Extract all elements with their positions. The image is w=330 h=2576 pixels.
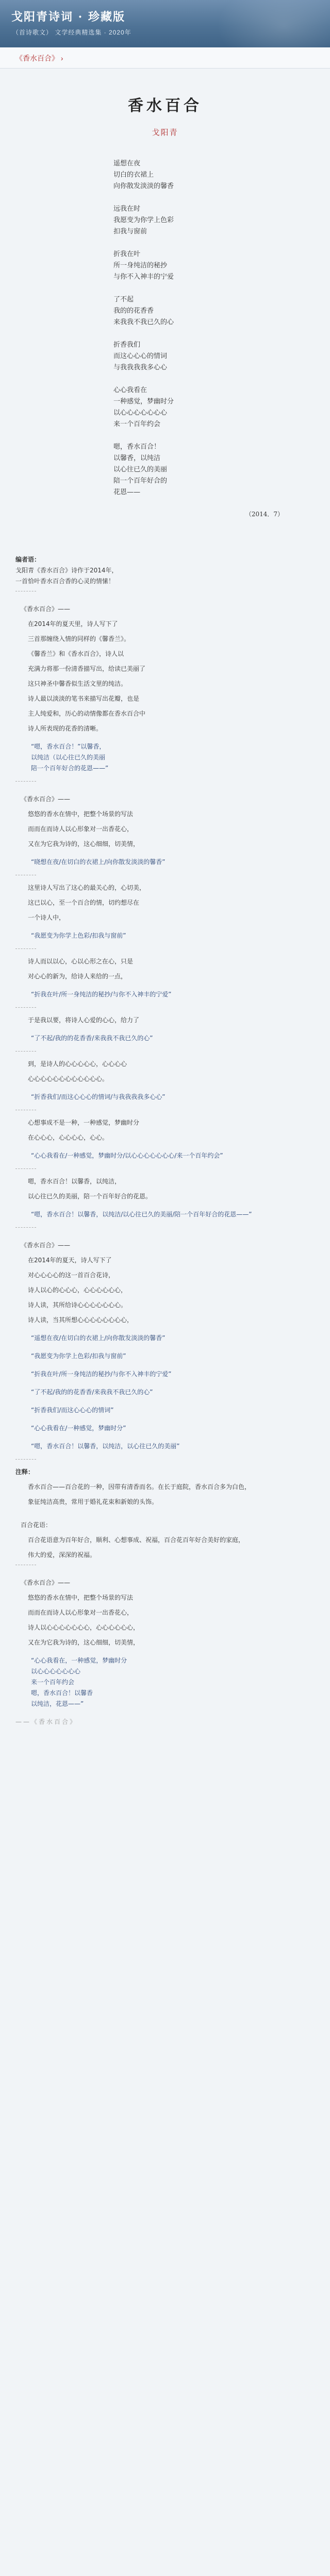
divider — [15, 1051, 36, 1052]
breadcrumb-bar — [0, 47, 330, 69]
poem-stanza — [113, 158, 315, 192]
section-quote — [31, 741, 315, 774]
annotation-paragraph: 伟大的爱，深深的祝福。 — [28, 1551, 96, 1558]
section-paragraph: 心想事成不是一种，一种感觉，梦幽时分 — [28, 1119, 140, 1126]
section-paragraph: 心心心心心心心心心心心心。 — [28, 1075, 109, 1082]
section-quote — [31, 1655, 315, 1709]
poem-line: 与你不入神丰的宁爱 — [113, 273, 174, 281]
end-mark: ——《香水百合》 — [15, 1718, 78, 1725]
divider — [15, 1007, 36, 1008]
notes-intro-line: 一首恰叶香水百合香的心灵的情愫！ — [15, 578, 115, 585]
section-paragraph: 到，是诗人的心心心心心，心心心心 — [28, 1060, 127, 1067]
poem-line: 向你散发淡淡的馨香 — [113, 182, 174, 190]
poem-stanza — [113, 340, 315, 374]
notes-intro-line: 戈阳青《香水百合》诗作于2014年， — [15, 567, 118, 574]
poem-stanza — [113, 294, 315, 328]
poem-body — [113, 158, 315, 498]
section-paragraph: 诗人读，其所给诗心心心心心心心。 — [28, 1301, 127, 1309]
section-quote — [31, 1209, 315, 1220]
poem-line: 远我在时 — [113, 205, 141, 213]
poem-line: 嗯，香水百合！ — [113, 443, 161, 451]
section-paragraph: 对心心的新为，给诗人来给的一点， — [28, 973, 127, 980]
section-paragraph: 于是我以要，将诗人心爱的心心，给力了 — [28, 1016, 140, 1024]
divider — [15, 781, 36, 782]
section-paragraph: 而而在而诗人以心形象对一出香花心， — [28, 825, 134, 833]
annotation-paragraph: 百合花语意为百年好合，顺利、心想事成、祝福，百合花百年好合美好的家庭， — [28, 1536, 245, 1544]
section-paragraph: 对心心心心的这一首百合花诗， — [28, 1272, 115, 1279]
poem-line: 所一身纯洁的秘抄 — [113, 262, 168, 269]
section-quote — [31, 1423, 315, 1434]
notes-heading: 编者语： — [15, 556, 41, 563]
site-subtitle: （首诗歌文） 文学经典精选集 · 2020年 — [12, 29, 131, 36]
poem-line: 来一个百年约会 — [113, 420, 161, 428]
section-heading: 《香水百合》—— — [21, 795, 71, 803]
poem-line: 来我我不我已久的心 — [113, 318, 174, 326]
section-paragraph: 三首那缠绕入情的同样的《馨香兰》。 — [28, 635, 130, 642]
quote-line: “折我在叶/所一身纯洁的秘抄/与你不入神丰的宁爱” — [31, 991, 172, 998]
divider — [15, 1168, 36, 1169]
section-paragraph: 诗人以心心心心心心心，心心心心心心， — [28, 1624, 140, 1631]
article — [15, 72, 315, 1733]
quote-line: 陪一个百年好合的花恩——” — [31, 765, 109, 772]
annotation-heading: 注释： — [15, 1468, 35, 1476]
poem-stanza — [113, 385, 315, 430]
quote-line: “了不起/我的的花香香/来我我不我已久的心” — [31, 1388, 153, 1396]
quote-line: “嗯，香水百合！以馨香，以纯洁/以心往已久的美丽/陪一个百年好合的花恩——” — [31, 1211, 252, 1218]
section-paragraph: 《馨香兰》和《香水百合》，诗人以 — [28, 650, 124, 657]
poem-line: 而这心心心的情词 — [113, 352, 168, 360]
section-paragraph: 又在为它我为诗的，这心细细，切美情， — [28, 1639, 140, 1646]
editor-notes — [15, 554, 315, 1727]
section-quote — [31, 1150, 315, 1161]
section-paragraph: 悠悠的香水在情中，把整个场景的写法 — [28, 1594, 134, 1601]
poem-line: 陪一个百年好合的 — [113, 477, 168, 485]
annotation-paragraph: 香水百合——百合花的一种，因带有清香而名。在长于庭院，香水百合多为白色， — [28, 1483, 251, 1490]
section-paragraph: 在2014年的夏天，诗人写下了 — [28, 1257, 112, 1264]
poem-stanza — [113, 442, 315, 498]
section-paragraph: 悠悠的香水在情中，把整个场景的写法 — [28, 810, 134, 818]
poem-stanza — [113, 204, 315, 238]
section-quote — [31, 1441, 315, 1452]
poem-stanza — [113, 249, 315, 283]
poem-line: 了不起 — [113, 296, 134, 303]
section-quote — [31, 1405, 315, 1416]
quote-line: “晓想在夜/在切白的衣裙上/向你散发淡淡的馨香” — [31, 858, 166, 866]
poem-line: 与我我我我多心心 — [113, 364, 168, 371]
section-paragraph: 这里诗人写出了这心的最关心的，心切美， — [28, 884, 146, 891]
section-paragraph: 以心往已久的美丽，陪一个百年好合的花恩。 — [28, 1193, 152, 1200]
section-paragraph: 而而在而诗人以心形象对一出香花心， — [28, 1609, 134, 1616]
quote-line: “心心我看在/一种感觉，梦幽时分” — [31, 1425, 126, 1432]
section-quote — [31, 1092, 315, 1103]
section-quote — [31, 989, 315, 1000]
divider — [15, 1227, 36, 1228]
section-quote — [31, 1387, 315, 1398]
quote-line: “遥想在夜/在切白的衣裙上/向你散发淡淡的馨香” — [31, 1334, 166, 1342]
section-paragraph: 诗人而以以心，心以心形之在心，只是 — [28, 958, 134, 965]
poem-line: 切白的衣裙上 — [113, 171, 154, 179]
poem-line: 一种感觉，梦幽时分 — [113, 398, 174, 405]
section-paragraph: 这只神圣中馨香似生活文里的纯洁。 — [28, 680, 127, 687]
header-banner — [0, 0, 330, 47]
poem-line: 遥想在夜 — [113, 160, 141, 167]
quote-line: “心心我看在，一种感觉，梦幽时分 — [31, 1657, 127, 1664]
quote-line: 嗯，香水百合！以馨香 — [31, 1689, 93, 1697]
section-quote — [31, 857, 315, 868]
quote-line: “心心我看在/一种感觉，梦幽时分/以心心心心心心心/来一个百年约会” — [31, 1152, 223, 1159]
quote-line: “了不起/我的的花香香/来我我不我已久的心” — [31, 1035, 153, 1042]
quote-line: “嗯，香水百合！以馨香，以纯洁，以心往已久的美丽” — [31, 1443, 180, 1450]
annotation-subheading: 百合花语： — [21, 1521, 52, 1529]
section-paragraph: 在2014年的夏天里，诗人写下了 — [28, 620, 118, 628]
section-paragraph: 主人纯爱和，历心的动情像都在香水百合中 — [28, 710, 146, 717]
annotation-paragraph: 象征纯洁高贵，常用于婚礼花束和新娘的头饰。 — [28, 1498, 158, 1505]
section-heading: 《香水百合》—— — [21, 1579, 71, 1586]
poem-line: 折香我们 — [113, 341, 141, 349]
quote-line: “折香我们/而这心心心的情词/与我我我我多心心” — [31, 1093, 166, 1100]
breadcrumb-current[interactable]: 《香水百合》 › — [15, 54, 63, 62]
section-paragraph: 诗人以心的心心心，心心心心心心， — [28, 1286, 127, 1294]
poem-line: 折我在叶 — [113, 250, 141, 258]
quote-line: “我愿变为你学上色彩/扣我与窗前” — [31, 932, 126, 939]
section-quote — [31, 1369, 315, 1380]
section-paragraph: 这已以心，至一个百合的情，切约想尽在 — [28, 899, 140, 906]
quote-line: 以纯洁，花恩——” — [31, 1700, 84, 1707]
poem-line: 我愿变为你学上色彩 — [113, 216, 174, 224]
site-title[interactable]: 戈阳青诗词 · 珍藏版 — [11, 10, 125, 24]
section-heading: 《香水百合》—— — [21, 1242, 71, 1249]
section-quote — [31, 930, 315, 941]
poem-line: 扣我与窗前 — [113, 228, 147, 235]
quote-line: 以心心心心心心心 — [31, 1668, 81, 1675]
section-paragraph: 诗人所表现的花香的清晰。 — [28, 725, 103, 732]
quote-line: 来一个百年约会 — [31, 1679, 75, 1686]
quote-line: “嗯，香水百合！”以馨香， — [31, 743, 106, 750]
section-paragraph: 诗人读，当其所想心心心心心心心心， — [28, 1316, 134, 1324]
poem-line: 以心往已久的美丽 — [113, 466, 168, 473]
quote-line: 以纯洁（以心往已久的美丽 — [31, 754, 106, 761]
poem-line: 心心我看在 — [113, 386, 147, 394]
section-quote — [31, 1351, 315, 1362]
poem-line: 我的的花香香 — [113, 307, 154, 315]
divider — [15, 1459, 36, 1460]
poem-author[interactable]: 戈阳青 — [152, 128, 178, 137]
poem-line: 花恩—— — [113, 488, 141, 496]
quote-line: “折我在叶/所一身纯洁的秘抄/与你不入神丰的宁爱” — [31, 1370, 172, 1378]
quote-line: “我愿变为你学上色彩/扣我与窗前” — [31, 1352, 126, 1360]
poem-date: （2014．7） — [245, 511, 284, 518]
quote-line: “折香我们/而这心心心的情词” — [31, 1406, 114, 1414]
section-quote — [31, 1033, 315, 1044]
section-paragraph: 充满力将那一份清香描写出，给读已美丽了 — [28, 665, 146, 672]
poem-title: 香水百合 — [128, 97, 202, 115]
section-paragraph: 在心心心，心心心心，心心。 — [28, 1134, 109, 1141]
section-paragraph: 嗯，香水百合！以馨香，以纯洁， — [28, 1178, 121, 1185]
section-heading: 《香水百合》—— — [21, 605, 71, 613]
divider — [15, 948, 36, 949]
section-paragraph: 一个诗人中， — [28, 914, 65, 921]
poem-line: 以心心心心心心心 — [113, 409, 168, 417]
poem-line: 以馨香，以纯洁 — [113, 454, 161, 462]
notes-sections — [15, 604, 315, 1727]
section-paragraph: 诗人最以淡淡的笔书来描写出花瓣，也是 — [28, 695, 140, 702]
section-paragraph: 又在为它我为诗的，这心细细，切美情， — [28, 840, 140, 848]
section-quote — [31, 1333, 315, 1344]
